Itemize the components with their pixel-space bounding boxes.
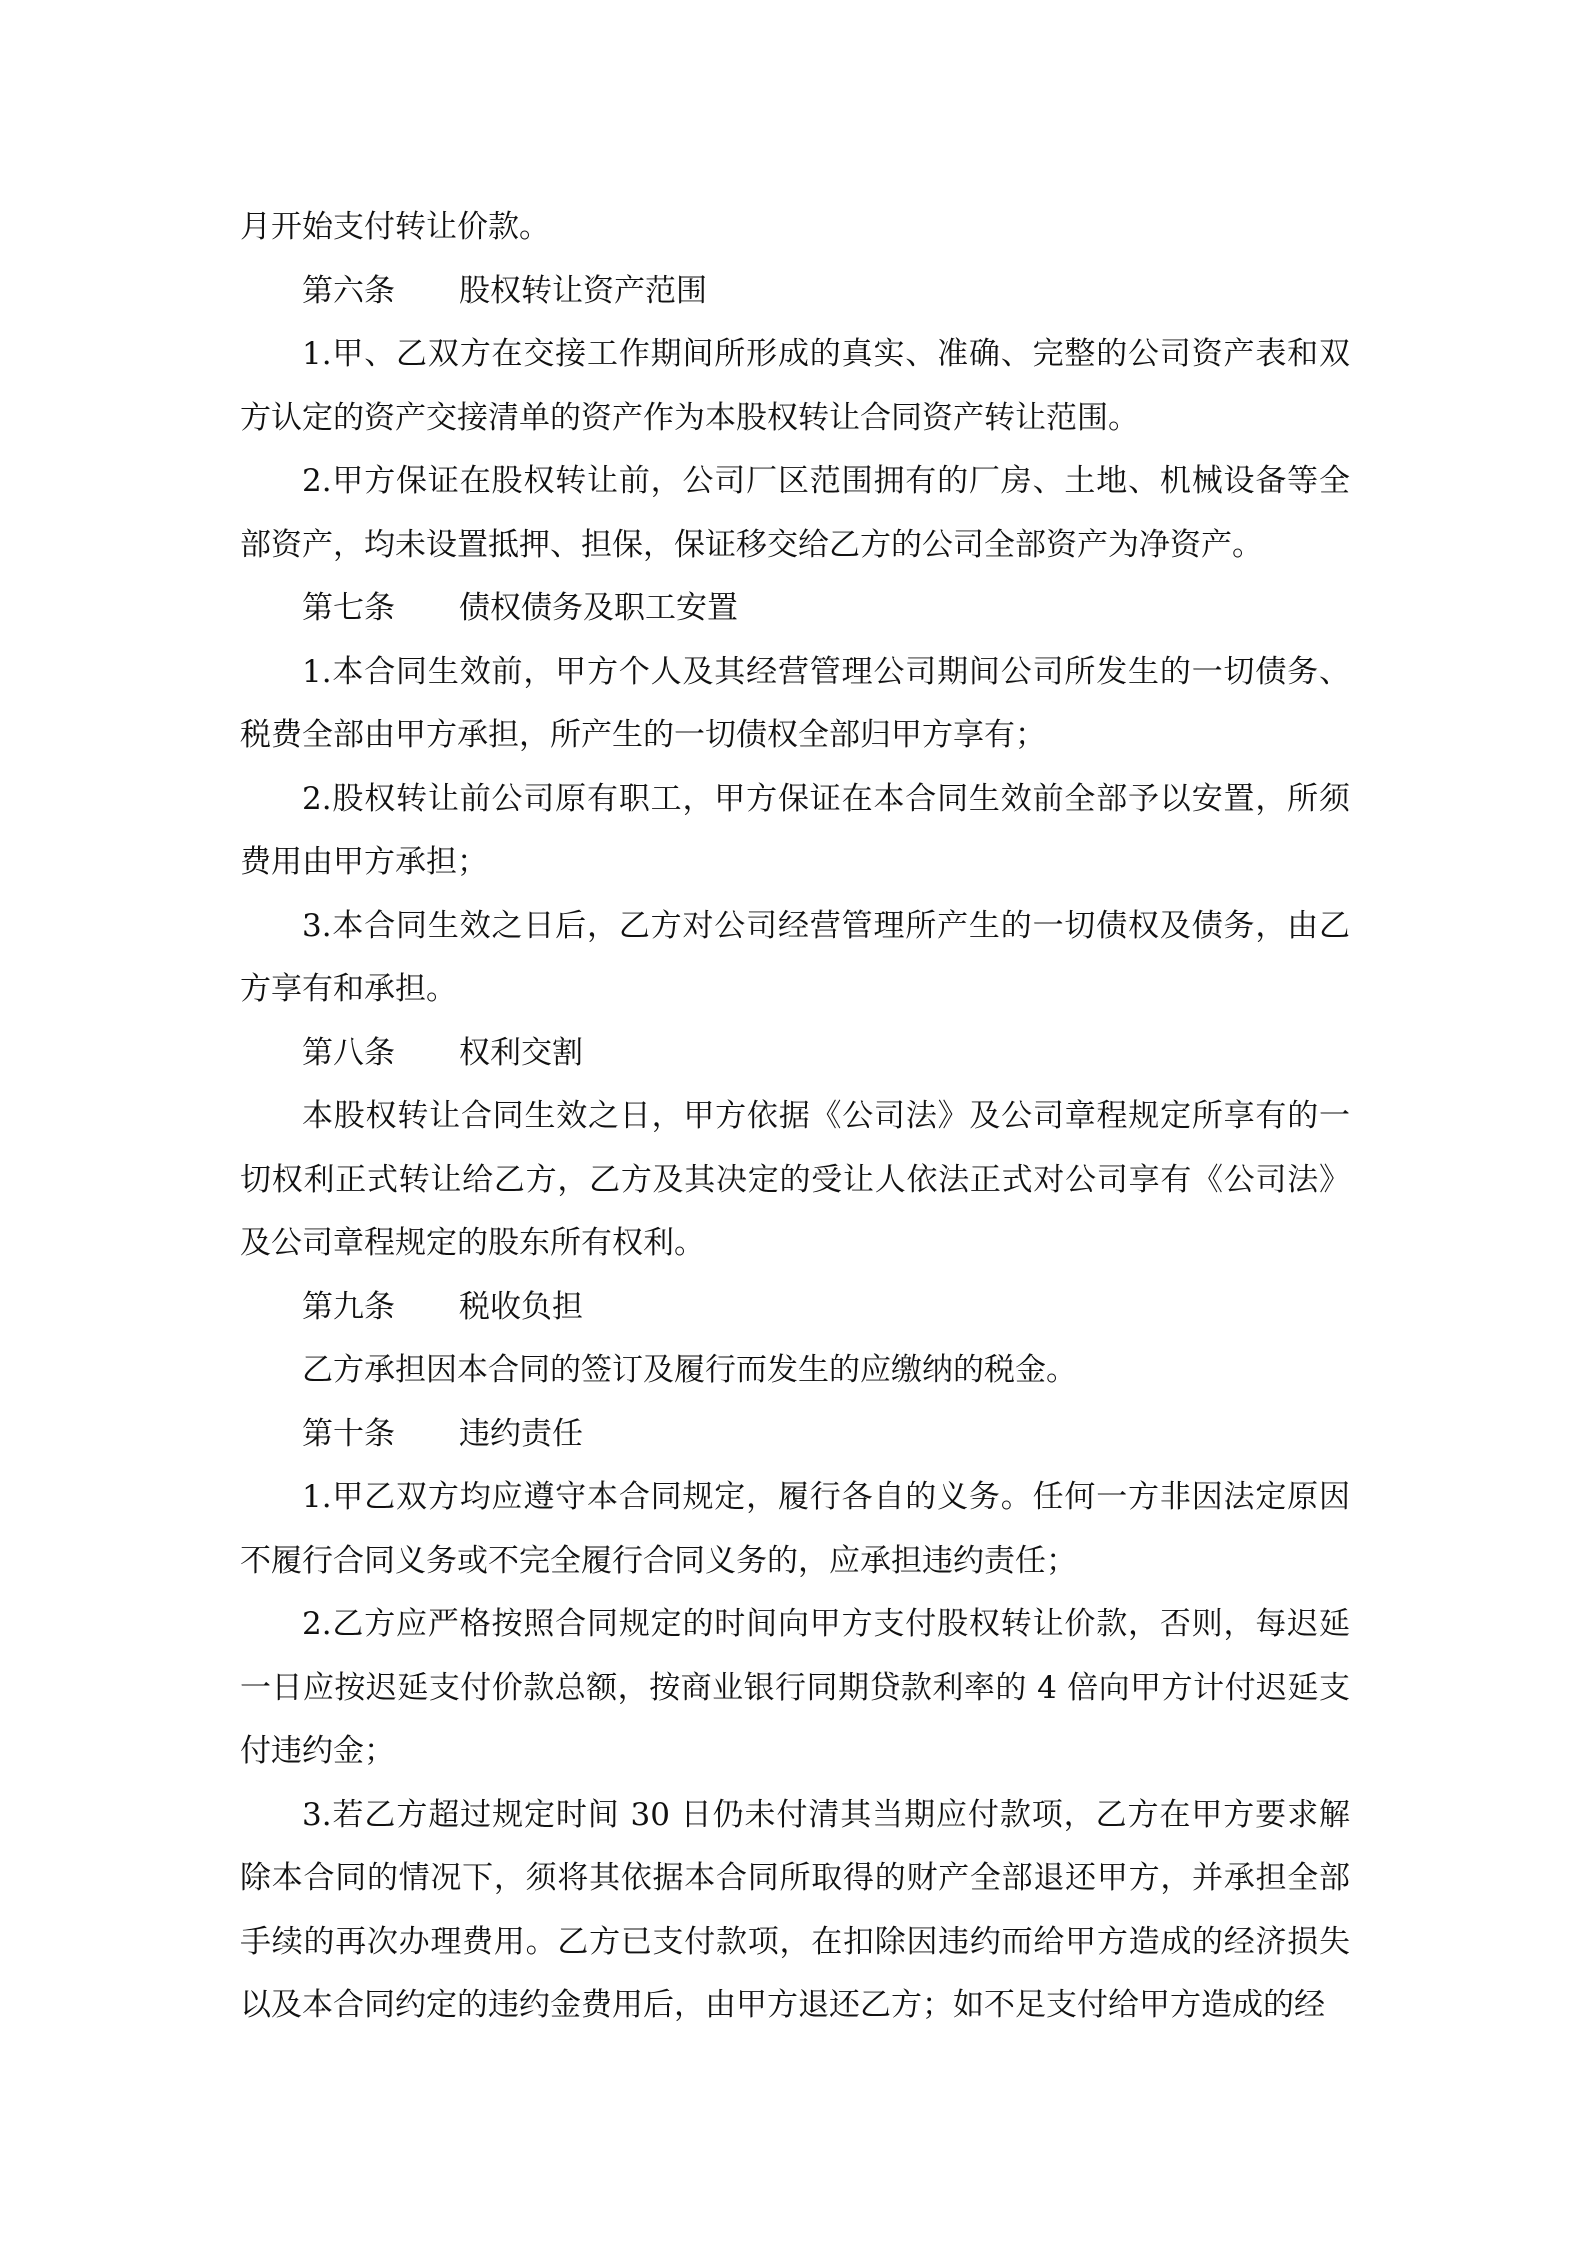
article-9-title: 税收负担: [459, 1288, 583, 1325]
article-9-body: 乙方承担因本合同的签订及履行而发生的应缴纳的税金。: [302, 1352, 1077, 1388]
article-7-item-2: 2.股权转让前公司原有职工，甲方保证在本合同生效前全部予以安置，所须费用由甲方承担；: [240, 780, 1350, 880]
article-7-item-1: 1.本合同生效前，甲方个人及其经营管理公司期间公司所发生的一切债务、税费全部由甲方承担，所产生的一切债权全部归甲方享有；: [240, 653, 1350, 753]
article-7-title: 债权债务及职工安置: [459, 590, 738, 626]
document-body: [240, 196, 1350, 2038]
article-7-item-3: 3.本合同生效之日后，乙方对公司经营管理所产生的一切债权及债务，由乙方享有和承担。: [240, 907, 1350, 1007]
article-7-heading: [240, 577, 1350, 641]
article-8-body: 本股权转让合同生效之日，甲方依据《公司法》及公司章程规定所享有的一切权利正式转让给乙方，乙方及其决定的受让人依法正式对公司享有《公司法》及公司章程规定的股东所有权利。: [240, 1098, 1350, 1261]
article-9-heading: [240, 1276, 1350, 1340]
article-8-number: 第八条: [302, 1034, 395, 1071]
article-6-heading: [240, 260, 1350, 324]
article-10-number: 第十条: [302, 1415, 395, 1452]
article-7-number: 第七条: [302, 590, 395, 626]
article-6-title: 股权转让资产范围: [459, 272, 707, 309]
article-10-item-3: 3.若乙方超过规定时间 30 日仍未付清其当期应付款项，乙方在甲方要求解除本合同的情况下，须将其依据本合同所取得的财产全部退还甲方，并承担全部手续的再次办理费用。乙方已支付款项，在扣除因违约而给甲方造成的经济损失以及本合同约定的违约金费用后，由甲方退还乙方；如不足支付给甲方造成的经: [240, 1796, 1350, 2023]
article-8-title: 权利交割: [459, 1034, 583, 1071]
article-8-heading: [240, 1022, 1350, 1086]
continuation-text: 月开始支付转让价款。: [240, 209, 550, 245]
article-6-item-1: 1.甲、乙双方在交接工作期间所形成的真实、准确、完整的公司资产表和双方认定的资产交接清单的资产作为本股权转让合同资产转让范围。: [240, 336, 1350, 436]
article-10-item-2: 2.乙方应严格按照合同规定的时间向甲方支付股权转让价款，否则，每迟延一日应按迟延支付价款总额，按商业银行同期贷款利率的 4 倍向甲方计付迟延支付违约金；: [240, 1606, 1350, 1769]
article-10-heading: [240, 1403, 1350, 1467]
article-9-number: 第九条: [302, 1288, 395, 1325]
article-6-item-2: 2.甲方保证在股权转让前，公司厂区范围拥有的厂房、土地、机械设备等全部资产，均未设置抵押、担保，保证移交给乙方的公司全部资产为净资产。: [240, 463, 1350, 563]
article-10-item-1: 1.甲乙双方均应遵守本合同规定，履行各自的义务。任何一方非因法定原因不履行合同义务或不完全履行合同义务的，应承担违约责任；: [240, 1479, 1350, 1579]
article-6-number: 第六条: [302, 272, 395, 309]
article-10-title: 违约责任: [459, 1415, 583, 1452]
